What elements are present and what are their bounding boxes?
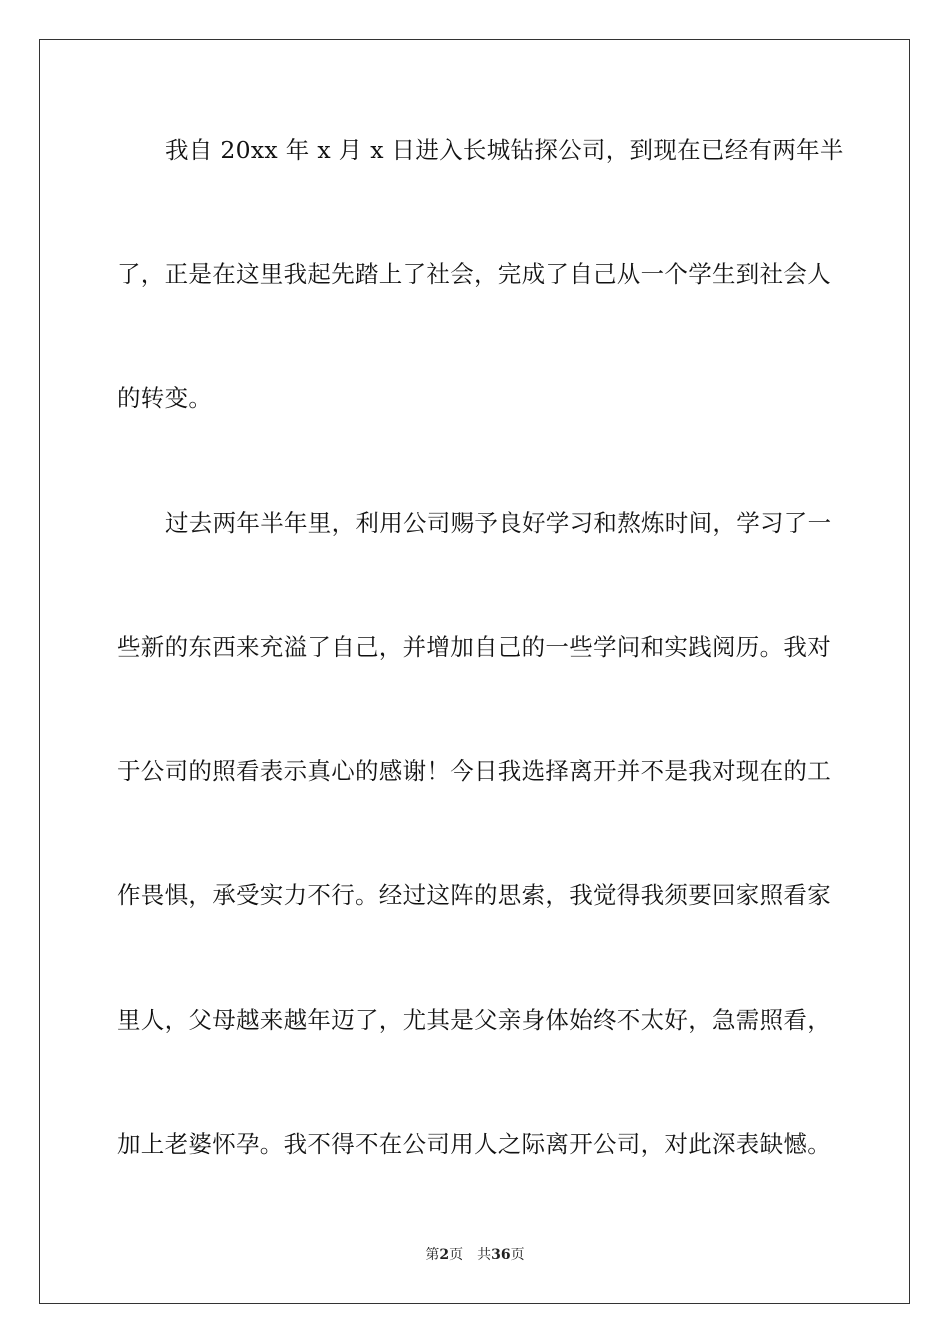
paragraph-2-line-4: 作畏惧，承受实力不行。经过这阵的思索，我觉得我须要回家照看家 — [117, 881, 831, 909]
paragraph-2-line-5: 里人，父母越来越年迈了，尤其是父亲身体始终不太好，急需照看， — [117, 1006, 831, 1034]
paragraph-1-line-2: 了，正是在这里我起先踏上了社会，完成了自己从一个学生到社会人 — [117, 260, 831, 288]
paragraph-2-line-6: 加上老婆怀孕。我不得不在公司用人之际离开公司，对此深表缺憾。 — [117, 1130, 831, 1158]
page-border — [39, 39, 910, 1304]
page-prefix: 第 — [425, 1247, 440, 1263]
page-number: 2 — [439, 1247, 450, 1263]
page-suffix: 页 — [449, 1247, 464, 1263]
total-suffix: 页 — [510, 1247, 525, 1263]
total-prefix: 共 — [477, 1247, 492, 1263]
total-pages: 36 — [491, 1247, 511, 1263]
paragraph-1-line-3: 的转变。 — [117, 384, 213, 412]
paragraph-2-line-2: 些新的东西来充溢了自己，并增加自己的一些学问和实践阅历。我对 — [117, 633, 831, 661]
paragraph-2-line-1: 过去两年半年里，利用公司赐予良好学习和熬炼时间，学习了一 — [165, 509, 832, 537]
paragraph-2-line-3: 于公司的照看表示真心的感谢！今日我选择离开并不是我对现在的工 — [117, 757, 831, 785]
page-footer — [0, 1246, 950, 1264]
paragraph-1-line-1: 我自 20xx 年 x 月 x 日进入长城钻探公司，到现在已经有两年半 — [165, 136, 844, 164]
